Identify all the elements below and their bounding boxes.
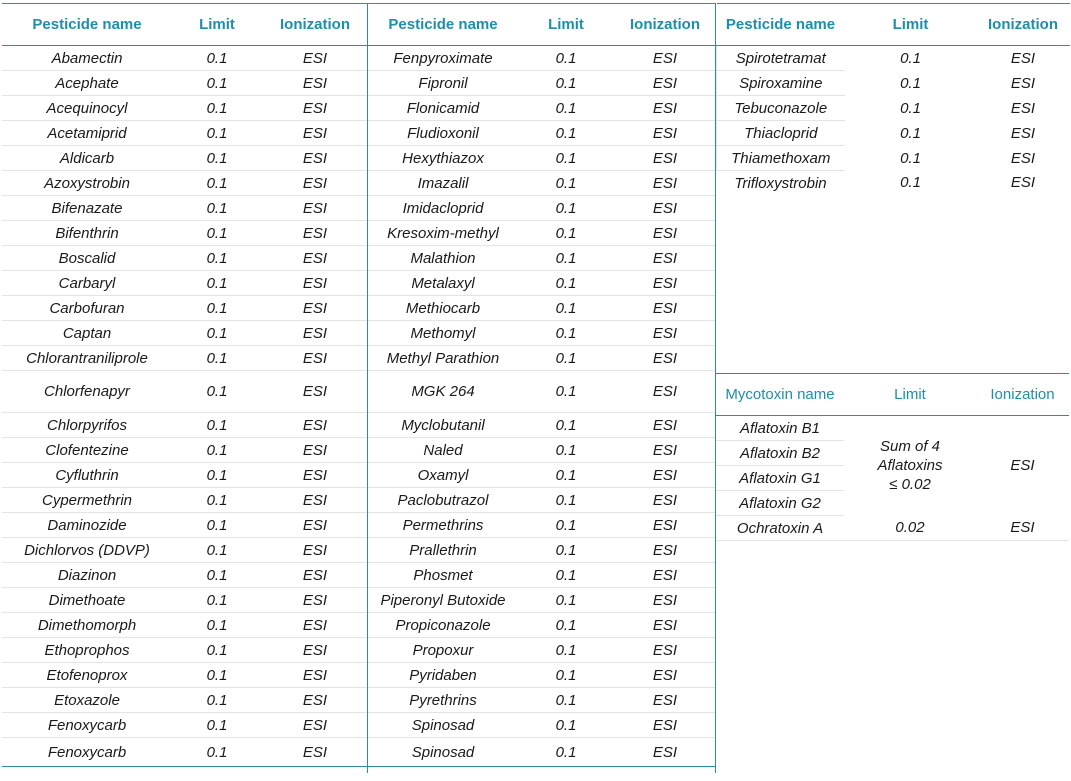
ionization-value: ESI — [262, 413, 368, 438]
header-row — [368, 4, 716, 46]
limit-value: 0.1 — [518, 488, 614, 513]
header-ionization: Ionization — [614, 4, 716, 46]
limit-value: 0.1 — [172, 371, 262, 413]
pesticide-name: Metalaxyl — [368, 271, 518, 296]
ionization-value: ESI — [262, 588, 368, 613]
header-pesticide-name: Pesticide name — [2, 4, 172, 46]
pesticide-name: Pyridaben — [368, 663, 518, 688]
mycotoxin-name: Aflatoxin G2 — [716, 491, 844, 516]
ionization-value: ESI — [614, 613, 716, 638]
pesticide-name: Abamectin — [2, 46, 172, 71]
table-row — [368, 321, 716, 346]
aflatoxin-ionization: ESI — [1010, 457, 1035, 475]
table-row — [368, 438, 716, 463]
table-row — [368, 196, 716, 221]
table-row — [2, 613, 368, 638]
pesticide-section-1 — [2, 3, 368, 767]
table-row — [368, 71, 716, 96]
pesticide-name: Carbaryl — [2, 271, 172, 296]
pesticide-name: Fipronil — [368, 71, 518, 96]
pesticide-name: Prallethrin — [368, 538, 518, 563]
table-row — [2, 438, 368, 463]
limit-value: 0.1 — [900, 174, 921, 192]
ionization-value: ESI — [262, 221, 368, 246]
table-row — [368, 413, 716, 438]
aflatoxin-limit-line: Aflatoxins — [877, 457, 943, 475]
pesticide-name: Azoxystrobin — [2, 171, 172, 196]
aflatoxin-limit — [844, 416, 976, 516]
ionization-value: ESI — [614, 663, 716, 688]
header-limit: Limit — [518, 4, 614, 46]
limit-value: 0.1 — [518, 221, 614, 246]
pesticide-name: Acetamiprid — [2, 121, 172, 146]
pesticide-name: Fludioxonil — [368, 121, 518, 146]
header-ionization: Ionization — [262, 4, 368, 46]
ionization-value: ESI — [262, 296, 368, 321]
mycotoxin-name: Ochratoxin A — [716, 516, 844, 541]
mycotoxin-name: Aflatoxin B1 — [716, 416, 844, 441]
table-row — [368, 346, 716, 371]
pesticide-name: Fenpyroximate — [368, 46, 518, 71]
ionization-value: ESI — [262, 663, 368, 688]
ionization-value: ESI — [614, 371, 716, 413]
limit-value: 0.1 — [518, 563, 614, 588]
limit-value: 0.1 — [172, 96, 262, 121]
pesticide-table-2 — [368, 3, 716, 767]
limit-value: 0.1 — [172, 638, 262, 663]
table-row — [368, 46, 716, 71]
ionization-value: ESI — [1010, 124, 1036, 142]
aflatoxin-limit-line: Sum of 4 — [879, 438, 941, 456]
table-row — [368, 221, 716, 246]
pesticide-name: Phosmet — [368, 563, 518, 588]
pesticide-name: Ethoprophos — [2, 638, 172, 663]
limit-value: 0.1 — [172, 171, 262, 196]
ionization-value: ESI — [262, 71, 368, 96]
pesticide-name: Propiconazole — [368, 613, 518, 638]
table-row — [2, 713, 368, 738]
ionization-value: ESI — [262, 638, 368, 663]
limit-value: 0.1 — [172, 196, 262, 221]
limit-value: 0.1 — [172, 463, 262, 488]
header-ionization: Ionization — [976, 374, 1069, 416]
table-row — [2, 121, 368, 146]
pesticide-name: Spinosad — [368, 713, 518, 738]
pesticide-name: Cypermethrin — [2, 488, 172, 513]
limit-value: 0.1 — [518, 663, 614, 688]
limit-value: 0.1 — [518, 296, 614, 321]
pesticide-name: Methomyl — [368, 321, 518, 346]
ionization-value: ESI — [614, 146, 716, 171]
ionization-value: ESI — [614, 588, 716, 613]
table-row — [2, 371, 368, 413]
pesticide-mycotoxin-section — [716, 3, 1069, 537]
limit-value: 0.1 — [172, 46, 262, 71]
header-row — [2, 4, 368, 46]
ionization-value: ESI — [262, 713, 368, 738]
pesticide-name: Thiacloprid — [717, 121, 845, 146]
limit-value: 0.1 — [172, 563, 262, 588]
table-row — [2, 321, 368, 346]
pesticide-name: Methiocarb — [368, 296, 518, 321]
ionization-value: ESI — [614, 121, 716, 146]
table-row — [2, 296, 368, 321]
ionization-value: ESI — [614, 221, 716, 246]
header-row — [716, 374, 1069, 416]
table-row — [2, 588, 368, 613]
limit-value: 0.1 — [172, 71, 262, 96]
ionization-value: ESI — [614, 46, 716, 71]
ionization-value: ESI — [614, 513, 716, 538]
table-row — [368, 638, 716, 663]
pesticide-name: Imazalil — [368, 171, 518, 196]
pesticide-name: Etoxazole — [2, 688, 172, 713]
pesticide-name: Imidacloprid — [368, 196, 518, 221]
pesticide-name: Chlorfenapyr — [2, 371, 172, 413]
limit-value: 0.1 — [518, 413, 614, 438]
pesticide-name: Kresoxim-methyl — [368, 221, 518, 246]
mycotoxin-ionization: ESI — [976, 516, 1069, 541]
mycotoxin-name: Aflatoxin B2 — [716, 441, 844, 466]
limit-value: 0.1 — [518, 46, 614, 71]
table-row — [2, 513, 368, 538]
table-row — [368, 146, 716, 171]
pesticide-name: Piperonyl Butoxide — [368, 588, 518, 613]
table-row — [716, 516, 1069, 541]
header-pesticide-name: Pesticide name — [717, 4, 845, 46]
pesticide-name: Acephate — [2, 71, 172, 96]
pesticide-name: Trifloxystrobin — [734, 174, 827, 192]
table-row — [2, 46, 368, 71]
limit-value: 0.1 — [518, 463, 614, 488]
limit-value: 0.1 — [518, 513, 614, 538]
limit-value: 0.1 — [172, 588, 262, 613]
ionization-value: ESI — [614, 738, 716, 767]
limit-value: 0.1 — [900, 124, 921, 142]
table-row — [2, 538, 368, 563]
pesticide-name: Hexythiazox — [368, 146, 518, 171]
header-row — [717, 4, 1070, 46]
table-row — [368, 296, 716, 321]
table-row — [2, 413, 368, 438]
ionization-value: ESI — [614, 196, 716, 221]
ionization-value: ESI — [614, 271, 716, 296]
aflatoxin-limit-line: ≤ 0.02 — [889, 476, 931, 494]
table-row — [368, 371, 716, 413]
table-row — [2, 271, 368, 296]
table-row — [368, 663, 716, 688]
pesticide-name: Aldicarb — [2, 146, 172, 171]
limit-value: 0.1 — [900, 149, 921, 167]
table-row — [368, 121, 716, 146]
pesticide-name: Permethrins — [368, 513, 518, 538]
pesticide-name: Myclobutanil — [368, 413, 518, 438]
ionization-value: ESI — [262, 171, 368, 196]
table-row — [368, 246, 716, 271]
pesticide-name: Captan — [2, 321, 172, 346]
limit-value: 0.1 — [518, 146, 614, 171]
table-row — [2, 688, 368, 713]
ionization-value: ESI — [614, 321, 716, 346]
limit-value: 0.1 — [518, 71, 614, 96]
ionization-value: ESI — [262, 196, 368, 221]
pesticide-name: Acequinocyl — [2, 96, 172, 121]
pesticide-section-2 — [368, 3, 716, 767]
ionization-value: ESI — [614, 346, 716, 371]
limit-value: 0.1 — [518, 121, 614, 146]
limit-value: 0.1 — [172, 221, 262, 246]
ionization-value: ESI — [262, 688, 368, 713]
ionization-value: ESI — [262, 488, 368, 513]
table-row — [717, 71, 1070, 96]
ionization-value: ESI — [614, 413, 716, 438]
pesticide-name: Flonicamid — [368, 96, 518, 121]
limit-value: 0.1 — [518, 713, 614, 738]
header-limit: Limit — [845, 4, 977, 46]
pesticide-name: Paclobutrazol — [368, 488, 518, 513]
ionization-value: ESI — [1010, 149, 1036, 167]
limit-value: 0.1 — [172, 346, 262, 371]
pesticide-name: Spinosad — [368, 738, 518, 767]
limit-value: 0.1 — [518, 538, 614, 563]
table-row — [368, 271, 716, 296]
pesticide-name: Cyfluthrin — [2, 463, 172, 488]
table-row — [2, 196, 368, 221]
ionization-value: ESI — [1010, 99, 1036, 117]
pesticide-name: Bifenazate — [2, 196, 172, 221]
pesticide-name: Spirotetramat — [717, 46, 845, 71]
ionization-value: ESI — [614, 488, 716, 513]
limit-value: 0.1 — [172, 271, 262, 296]
table-row — [368, 96, 716, 121]
ionization-value: ESI — [262, 96, 368, 121]
ionization-value: ESI — [262, 538, 368, 563]
limit-value: 0.1 — [518, 246, 614, 271]
table-row — [368, 563, 716, 588]
table-row — [717, 46, 1070, 71]
table-row — [368, 513, 716, 538]
pesticide-name: Dichlorvos (DDVP) — [2, 538, 172, 563]
table-row — [717, 96, 1070, 121]
limit-value: 0.1 — [172, 246, 262, 271]
pesticide-limits-document — [2, 0, 1069, 781]
pesticide-name: Diazinon — [2, 563, 172, 588]
table-row — [368, 613, 716, 638]
table-row — [368, 588, 716, 613]
table-row — [2, 463, 368, 488]
limit-value: 0.1 — [900, 49, 921, 67]
limit-value: 0.1 — [518, 371, 614, 413]
table-row — [368, 463, 716, 488]
limit-value: 0.1 — [518, 321, 614, 346]
pesticide-name: Pyrethrins — [368, 688, 518, 713]
pesticide-table-1 — [2, 3, 368, 767]
pesticide-name: Naled — [368, 438, 518, 463]
table-row — [368, 171, 716, 196]
limit-value: 0.1 — [172, 296, 262, 321]
ionization-value: ESI — [614, 638, 716, 663]
limit-value: 0.1 — [172, 538, 262, 563]
limit-value: 0.1 — [518, 96, 614, 121]
ionization-value: ESI — [262, 46, 368, 71]
pesticide-name: Etofenoprox — [2, 663, 172, 688]
ionization-value: ESI — [614, 438, 716, 463]
table-row — [2, 146, 368, 171]
table-row — [368, 538, 716, 563]
ionization-value: ESI — [262, 563, 368, 588]
ionization-value: ESI — [614, 296, 716, 321]
limit-value: 0.1 — [172, 121, 262, 146]
ionization-value: ESI — [1010, 74, 1036, 92]
table-row — [2, 96, 368, 121]
pesticide-name: Chlorantraniliprole — [2, 346, 172, 371]
header-limit: Limit — [172, 4, 262, 46]
ionization-value: ESI — [262, 513, 368, 538]
limit-value: 0.1 — [518, 196, 614, 221]
header-limit: Limit — [844, 374, 976, 416]
table-row — [368, 713, 716, 738]
pesticide-name: Dimethomorph — [2, 613, 172, 638]
table-row — [717, 146, 1070, 171]
limit-value: 0.1 — [518, 346, 614, 371]
limit-value: 0.1 — [172, 438, 262, 463]
limit-value: 0.1 — [172, 688, 262, 713]
pesticide-name: Oxamyl — [368, 463, 518, 488]
limit-value: 0.1 — [172, 613, 262, 638]
ionization-value: ESI — [614, 688, 716, 713]
limit-value: 0.1 — [172, 738, 262, 767]
ionization-value: ESI — [614, 538, 716, 563]
limit-value: 0.1 — [518, 271, 614, 296]
pesticide-name: Dimethoate — [2, 588, 172, 613]
ionization-value: ESI — [614, 713, 716, 738]
table-row — [717, 171, 1070, 196]
pesticide-name: Bifenthrin — [2, 221, 172, 246]
pesticide-name: Fenoxycarb — [2, 738, 172, 767]
ionization-value: ESI — [262, 121, 368, 146]
header-mycotoxin-name: Mycotoxin name — [716, 374, 844, 416]
limit-value: 0.1 — [900, 74, 921, 92]
header-pesticide-name: Pesticide name — [368, 4, 518, 46]
ionization-value: ESI — [262, 146, 368, 171]
limit-value: 0.1 — [518, 171, 614, 196]
table-row — [2, 663, 368, 688]
table-row — [2, 638, 368, 663]
pesticide-name: Chlorpyrifos — [2, 413, 172, 438]
pesticide-name: Malathion — [368, 246, 518, 271]
ionization-value: ESI — [1010, 174, 1036, 192]
table-row — [2, 563, 368, 588]
limit-value: 0.1 — [518, 438, 614, 463]
mycotoxin-table — [716, 373, 1069, 541]
ionization-value: ESI — [262, 463, 368, 488]
table-row — [2, 246, 368, 271]
ionization-value: ESI — [614, 171, 716, 196]
pesticide-name: Spiroxamine — [717, 71, 845, 96]
pesticide-name: Clofentezine — [2, 438, 172, 463]
limit-value: 0.1 — [172, 146, 262, 171]
pesticide-name: Thiamethoxam — [717, 146, 845, 171]
header-ionization: Ionization — [977, 4, 1070, 46]
ionization-value: ESI — [262, 321, 368, 346]
limit-value: 0.1 — [172, 513, 262, 538]
table-row — [2, 738, 368, 767]
table-row — [2, 221, 368, 246]
pesticide-name: Propoxur — [368, 638, 518, 663]
limit-value: 0.1 — [172, 413, 262, 438]
ionization-value: ESI — [262, 613, 368, 638]
table-row — [716, 416, 1069, 441]
ionization-value: ESI — [614, 463, 716, 488]
pesticide-name: MGK 264 — [368, 371, 518, 413]
pesticide-name: Fenoxycarb — [2, 713, 172, 738]
limit-value: 0.1 — [518, 688, 614, 713]
ionization-value: ESI — [262, 371, 368, 413]
limit-value: 0.1 — [518, 738, 614, 767]
table-row — [2, 171, 368, 196]
table-row — [368, 488, 716, 513]
ionization-value: ESI — [614, 96, 716, 121]
ionization-value: ESI — [614, 563, 716, 588]
table-row — [2, 488, 368, 513]
limit-value: 0.1 — [172, 663, 262, 688]
limit-value: 0.1 — [172, 488, 262, 513]
ionization-value: ESI — [262, 246, 368, 271]
table-row — [2, 346, 368, 371]
ionization-value: ESI — [262, 438, 368, 463]
ionization-value: ESI — [262, 271, 368, 296]
ionization-value: ESI — [614, 71, 716, 96]
table-row — [2, 71, 368, 96]
limit-value: 0.1 — [518, 588, 614, 613]
limit-value: 0.1 — [172, 713, 262, 738]
limit-value: 0.1 — [518, 638, 614, 663]
pesticide-name: Boscalid — [2, 246, 172, 271]
limit-value: 0.1 — [172, 321, 262, 346]
pesticide-name: Carbofuran — [2, 296, 172, 321]
ionization-value: ESI — [262, 738, 368, 767]
mycotoxin-limit: 0.02 — [844, 516, 976, 541]
table-row — [368, 688, 716, 713]
table-row — [717, 121, 1070, 146]
pesticide-name: Daminozide — [2, 513, 172, 538]
pesticide-table-3 — [716, 3, 1070, 195]
mycotoxin-name: Aflatoxin G1 — [716, 466, 844, 491]
ionization-value: ESI — [262, 346, 368, 371]
ionization-value: ESI — [1010, 49, 1036, 67]
pesticide-name: Methyl Parathion — [368, 346, 518, 371]
table-row — [368, 738, 716, 767]
limit-value: 0.1 — [518, 613, 614, 638]
pesticide-name: Tebuconazole — [717, 96, 845, 121]
ionization-value: ESI — [614, 246, 716, 271]
limit-value: 0.1 — [900, 99, 921, 117]
